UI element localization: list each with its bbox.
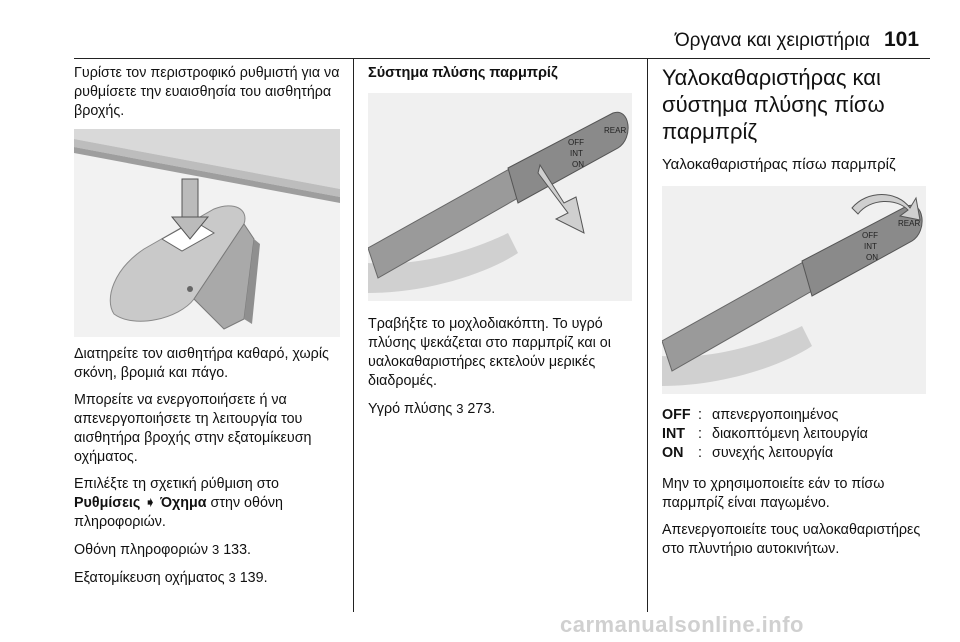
reference-washer-fluid — [368, 399, 636, 419]
settings-text-post: στην οθόνη πληροφοριών. — [74, 495, 284, 530]
stalk-label-rear: REAR — [898, 219, 921, 228]
legend-desc: απενεργοποιημένος — [712, 407, 839, 423]
mode-legend — [662, 406, 930, 463]
paragraph-keep-clean: Διατηρείτε τον αισθητήρα καθαρό, χωρίς σκόνη, βρομιά και πάγο. — [74, 346, 329, 381]
stalk-label-int: INT — [570, 149, 583, 158]
reference-arrow-icon: 3 — [456, 401, 464, 416]
reference-arrow-icon: 3 — [228, 570, 236, 585]
reference-text: Οθόνη πληροφοριών — [74, 542, 208, 558]
stalk-label-off: OFF — [568, 138, 584, 147]
reference-arrow-icon: 3 — [211, 542, 220, 557]
column-3 — [662, 64, 930, 567]
washer-heading: Σύστημα πλύσης παρμπρίζ — [368, 65, 558, 81]
header-rule — [74, 58, 930, 59]
column-2 — [368, 64, 636, 427]
paragraph-settings — [74, 475, 344, 532]
stalk-label-off: OFF — [862, 231, 878, 240]
reference-personalisation — [74, 568, 344, 588]
reference-info-display — [74, 540, 344, 560]
washer-stalk-illustration — [368, 93, 632, 301]
stalk-label-int: INT — [864, 242, 877, 251]
rear-wiper-heading: Υαλοκαθαριστήρας και σύστημα πλύσης πίσω παρμπρίζ — [662, 65, 885, 144]
legend-colon: : — [698, 445, 702, 461]
rear-wiper-stalk-illustration — [662, 186, 926, 394]
legend-desc: διακοπτόμενη λειτουργία — [712, 426, 868, 442]
column-divider-2 — [647, 58, 648, 612]
watermark-text: carmanualsonline.info — [560, 612, 804, 637]
legend-key: OFF — [662, 407, 691, 423]
menu-settings: Ρυθμίσεις — [74, 495, 141, 511]
stalk-label-rear: REAR — [604, 126, 627, 135]
rear-wiper-subheading: Υαλοκαθαριστήρας πίσω παρμπρίζ — [662, 156, 896, 173]
settings-text-pre: Επιλέξτε τη σχετική ρύθμιση στο — [74, 476, 279, 492]
rain-sensor-illustration — [74, 129, 340, 337]
legend-row-on — [662, 444, 930, 463]
paragraph-carwash: Απενεργοποιείτε τους υαλοκαθαριστήρες στο πλυντήριο αυτοκινήτων. — [662, 522, 921, 557]
legend-colon: : — [698, 426, 702, 442]
legend-desc: συνεχής λειτουργία — [712, 445, 834, 461]
reference-text: Υγρό πλύσης — [368, 401, 453, 417]
column-divider-1 — [353, 58, 354, 612]
paragraph-activate: Μπορείτε να ενεργοποιήσετε ή να απενεργοποιήσετε τη λειτουργία του αισθητήρα βροχής στην εξατομίκευση οχήματος. — [74, 392, 312, 465]
page-number: 101 — [884, 28, 920, 51]
legend-key: INT — [662, 426, 686, 442]
stalk-label-on: ON — [572, 160, 584, 169]
legend-colon: : — [698, 407, 702, 423]
reference-page: 139. — [239, 570, 268, 586]
menu-separator: ➧ — [144, 495, 157, 511]
menu-vehicle: Όχημα — [160, 495, 207, 511]
watermark — [560, 612, 952, 636]
column-1 — [74, 64, 344, 596]
reference-page: 133. — [223, 542, 252, 558]
header-title: Όργανα και χειριστήρια — [674, 30, 870, 51]
reference-text: Εξατομίκευση οχήματος — [74, 570, 225, 586]
legend-row-int — [662, 425, 930, 444]
intro-paragraph: Γυρίστε τον περιστροφικό ρυθμιστή για να ρυθμίσετε την ευαισθησία του αισθητήρα βροχής. — [74, 65, 340, 119]
legend-row-off — [662, 406, 930, 425]
reference-page: 273. — [467, 401, 496, 417]
washer-paragraph: Τραβήξτε το μοχλοδιακόπτη. Το υγρό πλύσης ψεκάζεται στο παρμπρίζ και οι υαλοκαθαριστήρες εκτελούν μερικές διαδρομές. — [368, 316, 611, 389]
legend-key: ON — [662, 445, 684, 461]
stalk-label-on: ON — [866, 253, 878, 262]
paragraph-frozen: Μην το χρησιμοποιείτε εάν το πίσω παρμπρίζ είναι παγωμένο. — [662, 476, 885, 511]
